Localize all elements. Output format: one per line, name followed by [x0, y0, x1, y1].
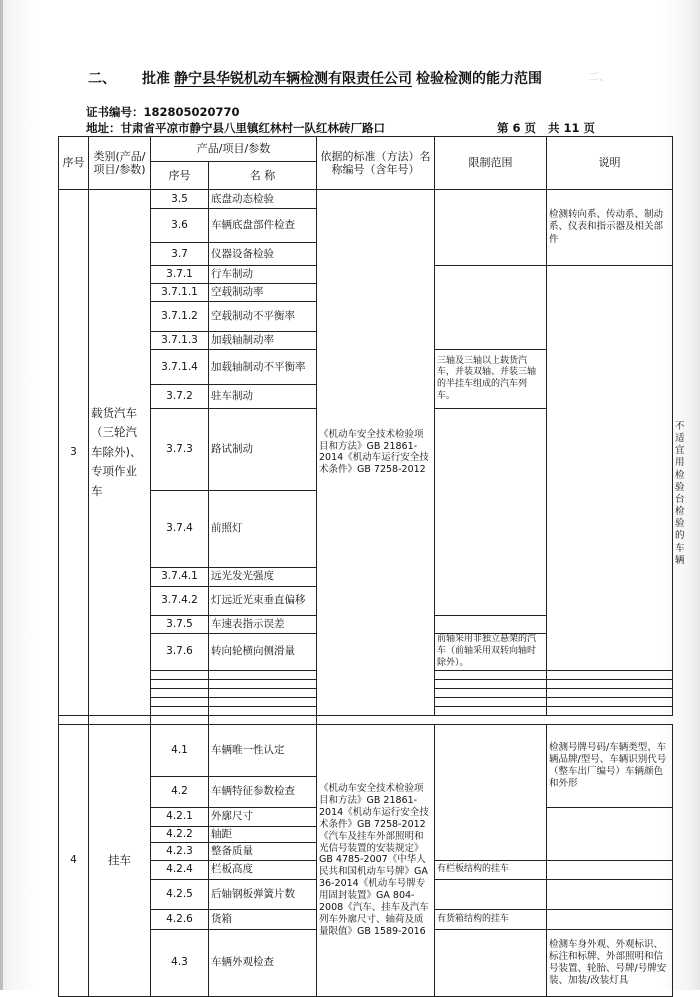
table-row — [59, 190, 673, 209]
empty-cell — [435, 670, 547, 679]
table-row — [59, 724, 673, 776]
item-no: 3.7 — [151, 243, 209, 266]
remark-cell — [547, 266, 673, 671]
item-name: 车速表指示误差 — [209, 615, 317, 633]
remark-uniqueness: 检测号牌号码/车辆类型、车辆品牌/型号、车辆识别代号（整车出厂编号）车辆颜色和外形 — [547, 724, 673, 807]
item-no: 3.7.4 — [151, 490, 209, 567]
item-name: 栏板高度 — [209, 860, 317, 879]
item-no: 3.7.2 — [151, 385, 209, 409]
empty-cell — [151, 706, 209, 715]
empty-cell — [435, 706, 547, 715]
limit-cell — [435, 929, 547, 996]
item-no: 3.7.1.2 — [151, 302, 209, 332]
item-no: 3.6 — [151, 209, 209, 243]
item-name: 车辆底盘部件检查 — [209, 209, 317, 243]
limit-cell — [435, 266, 547, 350]
limit-cargo: 有货箱结构的挂车 — [435, 909, 547, 929]
document-title — [88, 68, 542, 88]
cert-label: 证书编号： — [86, 105, 144, 119]
table-row — [59, 715, 673, 724]
header-product-group: 产品/项目/参数 — [151, 137, 317, 162]
empty-cell — [209, 715, 317, 724]
group-category: 载货汽车（三轮汽车除外)、专项作业车 — [89, 190, 151, 716]
empty-cell — [547, 706, 673, 715]
item-no: 4.2.3 — [151, 842, 209, 860]
item-no: 4.2.4 — [151, 860, 209, 879]
header-standard: 依据的标准（方法）名称编号（含年号） — [317, 137, 435, 190]
approval-label: 批准 — [142, 71, 170, 87]
item-name: 加载轴制动率 — [209, 332, 317, 350]
empty-cell — [151, 715, 209, 724]
item-no: 3.7.4.1 — [151, 567, 209, 586]
address-label: 地址： — [86, 121, 121, 135]
empty-cell — [209, 706, 317, 715]
empty-cell — [547, 688, 673, 697]
item-name: 加载轴制动不平衡率 — [209, 350, 317, 385]
remark-appearance: 检测车身外观、外观标识、标注和标牌、外部照明和信号装置、轮胎、号牌/号牌安装、加装/改装灯具 — [547, 929, 673, 996]
bleed-through-text: 二、 — [588, 70, 610, 83]
empty-cell — [547, 697, 673, 706]
company-name: 静宁县华锐机动车辆检测有限责任公司 — [174, 71, 412, 87]
header-seq: 序号 — [59, 137, 89, 190]
empty-cell — [547, 670, 673, 679]
remark-cell — [547, 909, 673, 929]
remark-chassis: 检测转向系、传动系、制动系、仪表和指示器及相关部件 — [547, 190, 673, 266]
remark-cell — [547, 860, 673, 879]
item-name: 灯远近光束垂直偏移 — [209, 586, 317, 615]
page-indicator — [497, 120, 595, 136]
empty-cell — [89, 715, 151, 724]
item-no: 3.5 — [151, 190, 209, 209]
table-header-row — [59, 137, 673, 162]
item-no: 4.2.5 — [151, 879, 209, 909]
empty-cell — [209, 679, 317, 688]
item-no: 3.7.3 — [151, 409, 209, 491]
item-name: 路试制动 — [209, 409, 317, 491]
item-name: 底盘动态检验 — [209, 190, 317, 209]
empty-cell — [151, 688, 209, 697]
item-name: 车辆特征参数检查 — [209, 776, 317, 807]
empty-cell — [151, 679, 209, 688]
limit-rail: 有栏板结构的挂车 — [435, 860, 547, 879]
header-item-name: 名 称 — [209, 162, 317, 190]
certificate-number — [86, 104, 240, 120]
item-no: 3.7.6 — [151, 633, 209, 670]
item-no: 4.3 — [151, 929, 209, 996]
item-no: 4.2.1 — [151, 807, 209, 826]
limit-cell — [435, 879, 547, 909]
empty-cell — [435, 679, 547, 688]
header-limit: 限制范围 — [435, 137, 547, 190]
item-name: 车辆唯一性认定 — [209, 724, 317, 776]
item-name: 仪器设备检验 — [209, 243, 317, 266]
item-no: 4.2.6 — [151, 909, 209, 929]
section-number: 二、 — [88, 71, 116, 87]
cert-value: 182805020770 — [143, 105, 240, 119]
page-total: 共 11 页 — [548, 121, 596, 135]
item-no: 3.7.5 — [151, 615, 209, 633]
limit-load-axle: 三轴及三轴以上载货汽车，并装双轴、并装三轴的半挂车组成的汽车列车。 — [435, 350, 547, 409]
limit-cell — [435, 724, 547, 860]
remark-cell — [547, 879, 673, 909]
empty-cell — [151, 697, 209, 706]
item-no: 4.1 — [151, 724, 209, 776]
address-line — [86, 120, 385, 136]
group-seq: 3 — [59, 190, 89, 716]
scope-title: 检验检测的能力范围 — [416, 71, 542, 87]
item-name: 驻车制动 — [209, 385, 317, 409]
empty-cell — [547, 679, 673, 688]
item-name: 转向轮横向侧滑量 — [209, 633, 317, 670]
limit-cell — [435, 190, 547, 266]
empty-cell — [209, 697, 317, 706]
group-seq: 4 — [59, 724, 89, 996]
item-name: 轴距 — [209, 826, 317, 842]
item-name: 车辆外观检查 — [209, 929, 317, 996]
item-name: 行车制动 — [209, 266, 317, 284]
empty-cell — [435, 697, 547, 706]
item-no: 3.7.1.4 — [151, 350, 209, 385]
capability-scope-table — [58, 136, 673, 997]
item-no: 4.2 — [151, 776, 209, 807]
item-name: 空载制动不平衡率 — [209, 302, 317, 332]
item-name: 整备质量 — [209, 842, 317, 860]
group-standard: 《机动车安全技术检验项目和方法》GB 21861-2014《机动车运行安全技术条件》GB 7258-2012《汽车及挂车外部照明和光信号装置的安装规定》GB 4785-2007《中华人民共和国机动车号牌》GA 36-2014《机动车号牌专用固封装置》GA 804-2008《汽车、挂车及汽车列车外廓尺寸、轴荷及质量限值》GB 1589-2016 — [317, 724, 435, 996]
group-category: 挂车 — [89, 724, 151, 996]
empty-cell — [209, 670, 317, 679]
group-standard: 《机动车安全技术检验项目和方法》GB 21861-2014《机动车运行安全技术条件》GB 7258-2012 — [317, 190, 435, 716]
item-name: 远光发光强度 — [209, 567, 317, 586]
item-no: 3.7.4.2 — [151, 586, 209, 615]
empty-cell — [59, 715, 89, 724]
item-name: 后轴钢板弹簧片数 — [209, 879, 317, 909]
empty-cell — [209, 688, 317, 697]
item-no: 3.7.1.3 — [151, 332, 209, 350]
page-edge — [0, 0, 3, 990]
empty-cell — [151, 670, 209, 679]
item-name: 货箱 — [209, 909, 317, 929]
limit-sideslip: 前轴采用非独立悬架的汽车（前轴采用双转向轴时除外）。 — [435, 633, 547, 670]
header-remark: 说明 — [547, 137, 673, 190]
header-item-no: 序号 — [151, 162, 209, 190]
item-no: 3.7.1 — [151, 266, 209, 284]
item-no: 4.2.2 — [151, 826, 209, 842]
item-name: 前照灯 — [209, 490, 317, 567]
page-current: 第 6 页 — [497, 121, 537, 135]
remark-cell — [547, 807, 673, 860]
item-name: 空载制动率 — [209, 284, 317, 302]
item-no: 3.7.1.1 — [151, 284, 209, 302]
address-value: 甘肃省平凉市静宁县八里镇红林村一队红林砖厂路口 — [120, 121, 385, 135]
limit-cell — [435, 409, 547, 616]
empty-cell — [435, 688, 547, 697]
header-category: 类别(产品/项目/参数) — [89, 137, 151, 190]
item-name: 外廓尺寸 — [209, 807, 317, 826]
